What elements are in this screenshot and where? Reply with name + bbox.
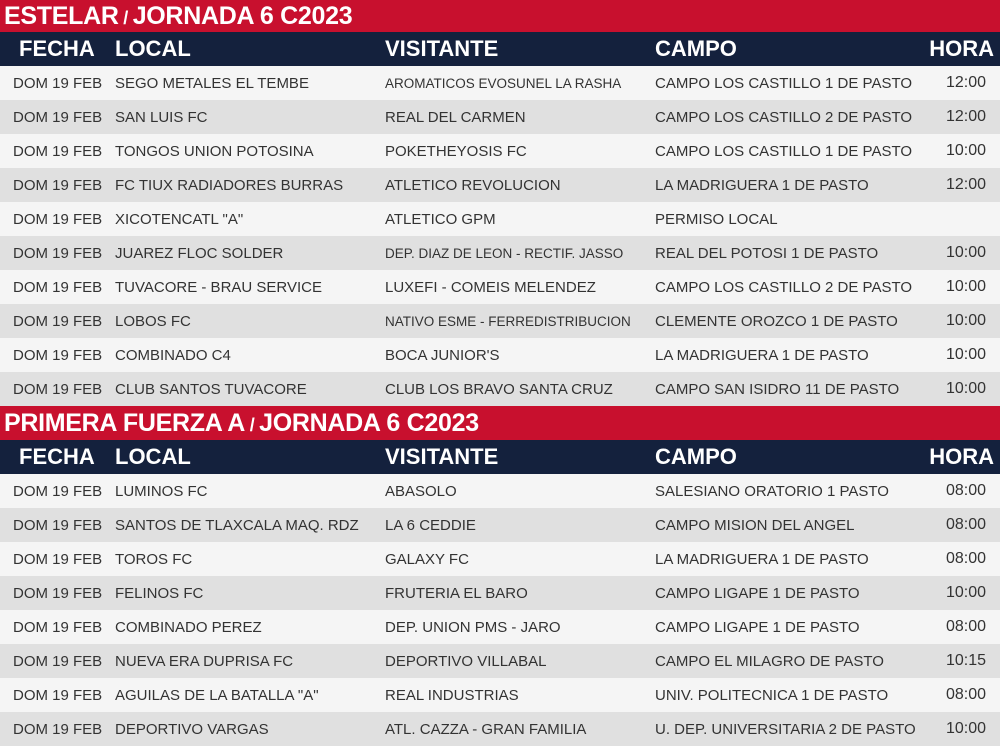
table-row <box>0 678 1000 712</box>
cell-home-team: TOROS FC <box>115 550 193 568</box>
cell-away-team: ATLETICO GPM <box>385 210 496 228</box>
cell-home-team: SEGO METALES EL TEMBE <box>115 74 309 92</box>
header-hora: HORA <box>929 444 994 469</box>
cell-field: PERMISO LOCAL <box>655 210 778 228</box>
cell-time: 10:15 <box>945 652 986 669</box>
table-header <box>0 32 1000 66</box>
header-local: LOCAL <box>115 444 191 469</box>
section-title-main: ESTELAR <box>4 2 119 30</box>
cell-date: DOM 19 FEB <box>13 244 103 262</box>
cell-home-team: LOBOS FC <box>115 312 191 330</box>
cell-date: DOM 19 FEB <box>13 74 103 92</box>
cell-field: CAMPO LOS CASTILLO 1 DE PASTO <box>655 142 913 160</box>
header-visitante: VISITANTE <box>385 36 499 61</box>
section-title-main: PRIMERA FUERZA A <box>4 409 246 437</box>
cell-field: SALESIANO ORATORIO 1 PASTO <box>655 482 889 500</box>
cell-home-team: XICOTENCATL "A" <box>115 210 244 228</box>
cell-time: 10:00 <box>945 346 986 363</box>
cell-away-team: FRUTERIA EL BARO <box>385 584 528 602</box>
table-row <box>0 508 1000 542</box>
header-campo: CAMPO <box>655 444 737 469</box>
cell-date: DOM 19 FEB <box>13 210 103 228</box>
cell-date: DOM 19 FEB <box>13 482 103 500</box>
cell-time: 08:00 <box>945 686 986 703</box>
cell-away-team: LUXEFI - COMEIS MELENDEZ <box>385 278 596 296</box>
cell-field: REAL DEL POTOSI 1 DE PASTO <box>655 244 879 262</box>
section-title <box>0 406 1000 440</box>
table-row <box>0 610 1000 644</box>
cell-field: CLEMENTE OROZCO 1 DE PASTO <box>655 312 898 330</box>
cell-away-team: REAL DEL CARMEN <box>385 108 526 126</box>
cell-home-team: NUEVA ERA DUPRISA FC <box>115 652 294 670</box>
cell-away-team: ATL. CAZZA - GRAN FAMILIA <box>385 720 587 738</box>
cell-home-team: SANTOS DE TLAXCALA MAQ. RDZ <box>115 516 359 534</box>
cell-home-team: TONGOS UNION POTOSINA <box>115 142 314 160</box>
table-row <box>0 168 1000 202</box>
cell-home-team: SAN LUIS FC <box>115 108 208 126</box>
table-row <box>0 372 1000 406</box>
cell-field: LA MADRIGUERA 1 DE PASTO <box>655 346 869 364</box>
cell-away-team: CLUB LOS BRAVO SANTA CRUZ <box>385 380 613 398</box>
table-row <box>0 134 1000 168</box>
cell-time: 08:00 <box>945 618 986 635</box>
cell-field: CAMPO EL MILAGRO DE PASTO <box>655 652 884 670</box>
header-fecha: FECHA <box>19 36 95 61</box>
cell-away-team: BOCA JUNIOR'S <box>385 346 500 364</box>
section-title-round: JORNADA 6 C2023 <box>259 409 479 437</box>
section-title-separator: / <box>245 415 260 435</box>
cell-time: 08:00 <box>945 516 986 533</box>
section-title-separator: / <box>118 8 133 28</box>
cell-home-team: DEPORTIVO VARGAS <box>115 720 269 738</box>
cell-field: CAMPO LOS CASTILLO 2 DE PASTO <box>655 108 913 126</box>
table-row <box>0 270 1000 304</box>
cell-time: 08:00 <box>945 550 986 567</box>
table-row <box>0 100 1000 134</box>
table-row <box>0 304 1000 338</box>
cell-away-team: DEP. DIAZ DE LEON - RECTIF. JASSO <box>385 245 624 261</box>
cell-date: DOM 19 FEB <box>13 176 103 194</box>
cell-date: DOM 19 FEB <box>13 618 103 636</box>
table-row <box>0 202 1000 236</box>
header-fecha: FECHA <box>19 444 95 469</box>
cell-field: CAMPO LIGAPE 1 DE PASTO <box>655 584 860 602</box>
cell-home-team: FC TIUX RADIADORES BURRAS <box>115 176 344 194</box>
cell-time: 12:00 <box>945 108 986 125</box>
cell-date: DOM 19 FEB <box>13 108 103 126</box>
cell-field: CAMPO MISION DEL ANGEL <box>655 516 855 534</box>
cell-field: LA MADRIGUERA 1 DE PASTO <box>655 550 869 568</box>
cell-field: CAMPO LIGAPE 1 DE PASTO <box>655 618 860 636</box>
schedule-section <box>0 406 1000 746</box>
cell-date: DOM 19 FEB <box>13 686 103 704</box>
cell-home-team: CLUB SANTOS TUVACORE <box>115 380 307 398</box>
cell-field: CAMPO LOS CASTILLO 1 DE PASTO <box>655 74 913 92</box>
cell-date: DOM 19 FEB <box>13 652 103 670</box>
cell-home-team: COMBINADO C4 <box>115 346 231 364</box>
cell-home-team: COMBINADO PEREZ <box>115 618 262 636</box>
table-row <box>0 576 1000 610</box>
cell-home-team: AGUILAS DE LA BATALLA "A" <box>115 686 319 704</box>
cell-home-team: FELINOS FC <box>115 584 204 602</box>
table-row <box>0 474 1000 508</box>
cell-away-team: LA 6 CEDDIE <box>385 516 476 534</box>
table-row <box>0 542 1000 576</box>
table-header <box>0 440 1000 474</box>
cell-field: LA MADRIGUERA 1 DE PASTO <box>655 176 869 194</box>
table-row <box>0 66 1000 100</box>
cell-away-team: GALAXY FC <box>385 550 469 568</box>
header-campo: CAMPO <box>655 36 737 61</box>
cell-date: DOM 19 FEB <box>13 584 103 602</box>
cell-time: 08:00 <box>945 482 986 499</box>
cell-away-team: POKETHEYOSIS FC <box>385 142 527 160</box>
cell-field: CAMPO LOS CASTILLO 2 DE PASTO <box>655 278 913 296</box>
cell-time: 10:00 <box>945 720 986 737</box>
cell-field: U. DEP. UNIVERSITARIA 2 DE PASTO <box>655 720 916 738</box>
cell-time: 10:00 <box>945 142 986 159</box>
cell-time: 12:00 <box>945 176 986 193</box>
table-row <box>0 644 1000 678</box>
section-title <box>0 0 1000 32</box>
cell-home-team: TUVACORE - BRAU SERVICE <box>115 278 322 296</box>
table-row <box>0 712 1000 746</box>
cell-field: UNIV. POLITECNICA 1 DE PASTO <box>655 686 889 704</box>
cell-home-team: JUAREZ FLOC SOLDER <box>115 244 284 262</box>
header-local: LOCAL <box>115 36 191 61</box>
cell-date: DOM 19 FEB <box>13 312 103 330</box>
cell-date: DOM 19 FEB <box>13 380 103 398</box>
table-row <box>0 236 1000 270</box>
header-hora: HORA <box>929 36 994 61</box>
cell-away-team: ABASOLO <box>385 482 457 500</box>
cell-away-team: REAL INDUSTRIAS <box>385 686 519 704</box>
header-visitante: VISITANTE <box>385 444 499 469</box>
table-row <box>0 338 1000 372</box>
cell-home-team: LUMINOS FC <box>115 482 208 500</box>
cell-date: DOM 19 FEB <box>13 720 103 738</box>
cell-date: DOM 19 FEB <box>13 346 103 364</box>
section-title-round: JORNADA 6 C2023 <box>132 2 353 30</box>
cell-time: 12:00 <box>945 74 986 91</box>
cell-date: DOM 19 FEB <box>13 550 103 568</box>
cell-time: 10:00 <box>945 380 986 397</box>
cell-date: DOM 19 FEB <box>13 142 103 160</box>
cell-away-team: AROMATICOS EVOSUNEL LA RASHA <box>385 75 622 91</box>
cell-date: DOM 19 FEB <box>13 516 103 534</box>
cell-time: 10:00 <box>945 312 986 329</box>
cell-date: DOM 19 FEB <box>13 278 103 296</box>
cell-away-team: NATIVO ESME - FERREDISTRIBUCION <box>385 313 631 329</box>
cell-time: 10:00 <box>945 278 986 295</box>
cell-field: CAMPO SAN ISIDRO 11 DE PASTO <box>655 380 900 398</box>
cell-away-team: DEPORTIVO VILLABAL <box>385 652 547 670</box>
cell-time: 10:00 <box>945 244 986 261</box>
cell-away-team: ATLETICO REVOLUCION <box>385 176 561 194</box>
cell-away-team: DEP. UNION PMS - JARO <box>385 618 561 636</box>
cell-time: 10:00 <box>945 584 986 601</box>
